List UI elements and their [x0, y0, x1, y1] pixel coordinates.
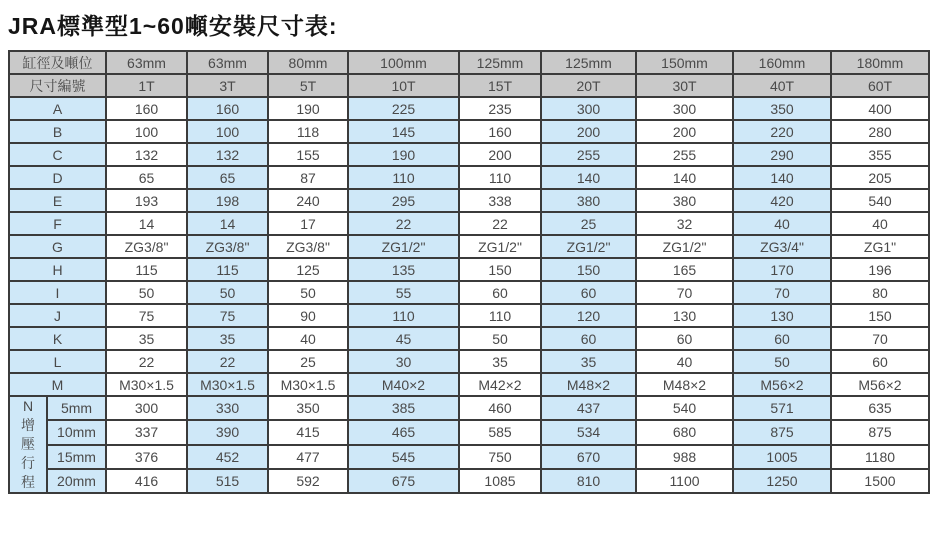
- data-cell: 350: [268, 396, 348, 420]
- table-row: [9, 166, 929, 189]
- data-cell: 22: [106, 350, 187, 373]
- data-cell: M56×2: [733, 373, 831, 396]
- data-cell: 125: [268, 258, 348, 281]
- data-cell: 50: [268, 281, 348, 304]
- table-row: [9, 327, 929, 350]
- column-header: 缸徑及噸位: [9, 51, 106, 74]
- stroke-label: 15mm: [47, 445, 106, 469]
- size-code-header: 5T: [268, 74, 348, 97]
- data-cell: 140: [541, 166, 636, 189]
- data-cell: 35: [541, 350, 636, 373]
- size-code-header: 1T: [106, 74, 187, 97]
- size-code-header: 30T: [636, 74, 733, 97]
- data-cell: 120: [541, 304, 636, 327]
- size-code-header: 15T: [459, 74, 541, 97]
- data-cell: M30×1.5: [268, 373, 348, 396]
- data-cell: ZG3/8": [106, 235, 187, 258]
- data-cell: 390: [187, 420, 268, 444]
- data-cell: 70: [636, 281, 733, 304]
- header-row: [9, 74, 929, 97]
- data-cell: 385: [348, 396, 459, 420]
- data-cell: 50: [733, 350, 831, 373]
- data-cell: 60: [636, 327, 733, 350]
- data-cell: M40×2: [348, 373, 459, 396]
- data-cell: 50: [459, 327, 541, 350]
- data-cell: 75: [106, 304, 187, 327]
- data-cell: ZG1/2": [636, 235, 733, 258]
- data-cell: 14: [187, 212, 268, 235]
- data-cell: 132: [187, 143, 268, 166]
- n-group-label: N 增 壓 行 程: [9, 396, 47, 493]
- data-cell: 160: [106, 97, 187, 120]
- data-cell: 295: [348, 189, 459, 212]
- data-cell: 165: [636, 258, 733, 281]
- data-cell: M48×2: [541, 373, 636, 396]
- data-cell: 235: [459, 97, 541, 120]
- data-cell: 290: [733, 143, 831, 166]
- column-header: 125mm: [541, 51, 636, 74]
- data-cell: 477: [268, 445, 348, 469]
- table-body: [9, 97, 929, 493]
- data-cell: 160: [459, 120, 541, 143]
- data-cell: 118: [268, 120, 348, 143]
- size-code-header: 60T: [831, 74, 929, 97]
- data-cell: 115: [106, 258, 187, 281]
- data-cell: 540: [636, 396, 733, 420]
- table-row: [9, 258, 929, 281]
- data-cell: ZG3/8": [187, 235, 268, 258]
- data-cell: 150: [459, 258, 541, 281]
- data-cell: 60: [733, 327, 831, 350]
- data-cell: 198: [187, 189, 268, 212]
- data-cell: ZG1/2": [541, 235, 636, 258]
- data-cell: 810: [541, 469, 636, 493]
- data-cell: 350: [733, 97, 831, 120]
- size-code-header: 尺寸編號: [9, 74, 106, 97]
- row-label: I: [9, 281, 106, 304]
- data-cell: 515: [187, 469, 268, 493]
- data-cell: 452: [187, 445, 268, 469]
- data-cell: 1005: [733, 445, 831, 469]
- data-cell: 400: [831, 97, 929, 120]
- table-row: [9, 281, 929, 304]
- data-cell: 1250: [733, 469, 831, 493]
- data-cell: 90: [268, 304, 348, 327]
- data-cell: 130: [636, 304, 733, 327]
- row-label: J: [9, 304, 106, 327]
- data-cell: 635: [831, 396, 929, 420]
- row-label: K: [9, 327, 106, 350]
- column-header: 150mm: [636, 51, 733, 74]
- table-row: [9, 235, 929, 258]
- data-cell: 220: [733, 120, 831, 143]
- n-section-row: [9, 420, 929, 444]
- data-cell: 40: [268, 327, 348, 350]
- data-cell: 17: [268, 212, 348, 235]
- header-row: [9, 51, 929, 74]
- data-cell: 160: [187, 97, 268, 120]
- data-cell: 280: [831, 120, 929, 143]
- data-cell: M30×1.5: [106, 373, 187, 396]
- size-code-header: 3T: [187, 74, 268, 97]
- data-cell: 225: [348, 97, 459, 120]
- table-row: [9, 97, 929, 120]
- data-cell: 30: [348, 350, 459, 373]
- size-code-header: 10T: [348, 74, 459, 97]
- data-cell: M42×2: [459, 373, 541, 396]
- row-label: C: [9, 143, 106, 166]
- table-row: [9, 120, 929, 143]
- data-cell: 70: [831, 327, 929, 350]
- data-cell: 376: [106, 445, 187, 469]
- data-cell: 32: [636, 212, 733, 235]
- data-cell: 540: [831, 189, 929, 212]
- data-cell: 190: [268, 97, 348, 120]
- data-cell: 155: [268, 143, 348, 166]
- dimension-table: [8, 50, 930, 494]
- data-cell: 150: [541, 258, 636, 281]
- stroke-label: 5mm: [47, 396, 106, 420]
- data-cell: 22: [187, 350, 268, 373]
- data-cell: 1085: [459, 469, 541, 493]
- n-section-row: [9, 396, 929, 420]
- data-cell: 132: [106, 143, 187, 166]
- data-cell: 200: [541, 120, 636, 143]
- data-cell: 110: [348, 304, 459, 327]
- stroke-label: 20mm: [47, 469, 106, 493]
- data-cell: 255: [541, 143, 636, 166]
- data-cell: 196: [831, 258, 929, 281]
- data-cell: 200: [636, 120, 733, 143]
- data-cell: ZG3/8": [268, 235, 348, 258]
- data-cell: 380: [541, 189, 636, 212]
- data-cell: 200: [459, 143, 541, 166]
- data-cell: 150: [831, 304, 929, 327]
- data-cell: 170: [733, 258, 831, 281]
- data-cell: 416: [106, 469, 187, 493]
- data-cell: 87: [268, 166, 348, 189]
- column-header: 80mm: [268, 51, 348, 74]
- data-cell: 460: [459, 396, 541, 420]
- data-cell: 380: [636, 189, 733, 212]
- row-label: M: [9, 373, 106, 396]
- data-cell: 45: [348, 327, 459, 350]
- data-cell: ZG1/2": [459, 235, 541, 258]
- data-cell: M30×1.5: [187, 373, 268, 396]
- row-label: A: [9, 97, 106, 120]
- data-cell: 40: [831, 212, 929, 235]
- data-cell: 355: [831, 143, 929, 166]
- data-cell: 1500: [831, 469, 929, 493]
- data-cell: 420: [733, 189, 831, 212]
- data-cell: 110: [348, 166, 459, 189]
- row-label: G: [9, 235, 106, 258]
- column-header: 100mm: [348, 51, 459, 74]
- data-cell: 300: [541, 97, 636, 120]
- data-cell: 534: [541, 420, 636, 444]
- data-cell: 75: [187, 304, 268, 327]
- row-label: F: [9, 212, 106, 235]
- data-cell: 592: [268, 469, 348, 493]
- data-cell: 80: [831, 281, 929, 304]
- data-cell: 65: [106, 166, 187, 189]
- data-cell: 65: [187, 166, 268, 189]
- table-row: [9, 143, 929, 166]
- data-cell: 60: [831, 350, 929, 373]
- data-cell: 437: [541, 396, 636, 420]
- data-cell: 875: [733, 420, 831, 444]
- column-header: 63mm: [187, 51, 268, 74]
- row-label: E: [9, 189, 106, 212]
- data-cell: 60: [541, 327, 636, 350]
- data-cell: 585: [459, 420, 541, 444]
- data-cell: 60: [541, 281, 636, 304]
- table-row: [9, 212, 929, 235]
- data-cell: 50: [187, 281, 268, 304]
- column-header: 63mm: [106, 51, 187, 74]
- data-cell: 130: [733, 304, 831, 327]
- data-cell: 140: [636, 166, 733, 189]
- n-section-row: [9, 469, 929, 493]
- table-row: [9, 373, 929, 396]
- data-cell: M56×2: [831, 373, 929, 396]
- data-cell: 240: [268, 189, 348, 212]
- data-cell: 22: [459, 212, 541, 235]
- data-cell: 1100: [636, 469, 733, 493]
- data-cell: 14: [106, 212, 187, 235]
- column-header: 125mm: [459, 51, 541, 74]
- data-cell: 35: [187, 327, 268, 350]
- row-label: L: [9, 350, 106, 373]
- n-section-row: [9, 445, 929, 469]
- data-cell: 875: [831, 420, 929, 444]
- data-cell: ZG1/2": [348, 235, 459, 258]
- data-cell: 35: [459, 350, 541, 373]
- data-cell: 22: [348, 212, 459, 235]
- data-cell: 110: [459, 304, 541, 327]
- stroke-label: 10mm: [47, 420, 106, 444]
- data-cell: 338: [459, 189, 541, 212]
- column-header: 160mm: [733, 51, 831, 74]
- data-cell: 300: [636, 97, 733, 120]
- size-code-header: 20T: [541, 74, 636, 97]
- data-cell: 1180: [831, 445, 929, 469]
- data-cell: 300: [106, 396, 187, 420]
- data-cell: 115: [187, 258, 268, 281]
- data-cell: 100: [187, 120, 268, 143]
- data-cell: 675: [348, 469, 459, 493]
- data-cell: 100: [106, 120, 187, 143]
- data-cell: 25: [268, 350, 348, 373]
- column-header: 180mm: [831, 51, 929, 74]
- size-code-header: 40T: [733, 74, 831, 97]
- data-cell: 750: [459, 445, 541, 469]
- table-row: [9, 304, 929, 327]
- data-cell: 35: [106, 327, 187, 350]
- row-label: B: [9, 120, 106, 143]
- data-cell: 337: [106, 420, 187, 444]
- row-label: D: [9, 166, 106, 189]
- data-cell: 110: [459, 166, 541, 189]
- data-cell: 55: [348, 281, 459, 304]
- data-cell: 465: [348, 420, 459, 444]
- data-cell: 545: [348, 445, 459, 469]
- data-cell: 193: [106, 189, 187, 212]
- data-cell: 70: [733, 281, 831, 304]
- data-cell: M48×2: [636, 373, 733, 396]
- data-cell: 330: [187, 396, 268, 420]
- data-cell: 25: [541, 212, 636, 235]
- data-cell: 571: [733, 396, 831, 420]
- data-cell: 40: [636, 350, 733, 373]
- data-cell: ZG3/4": [733, 235, 831, 258]
- data-cell: 190: [348, 143, 459, 166]
- data-cell: 255: [636, 143, 733, 166]
- data-cell: 680: [636, 420, 733, 444]
- data-cell: 988: [636, 445, 733, 469]
- data-cell: 40: [733, 212, 831, 235]
- data-cell: ZG1": [831, 235, 929, 258]
- data-cell: 135: [348, 258, 459, 281]
- data-cell: 670: [541, 445, 636, 469]
- data-cell: 415: [268, 420, 348, 444]
- page-title: JRA標準型1~60噸安裝尺寸表:: [8, 13, 338, 39]
- data-cell: 50: [106, 281, 187, 304]
- table-header: [9, 51, 929, 97]
- table-row: [9, 350, 929, 373]
- data-cell: 60: [459, 281, 541, 304]
- data-cell: 205: [831, 166, 929, 189]
- data-cell: 140: [733, 166, 831, 189]
- table-row: [9, 189, 929, 212]
- row-label: H: [9, 258, 106, 281]
- data-cell: 145: [348, 120, 459, 143]
